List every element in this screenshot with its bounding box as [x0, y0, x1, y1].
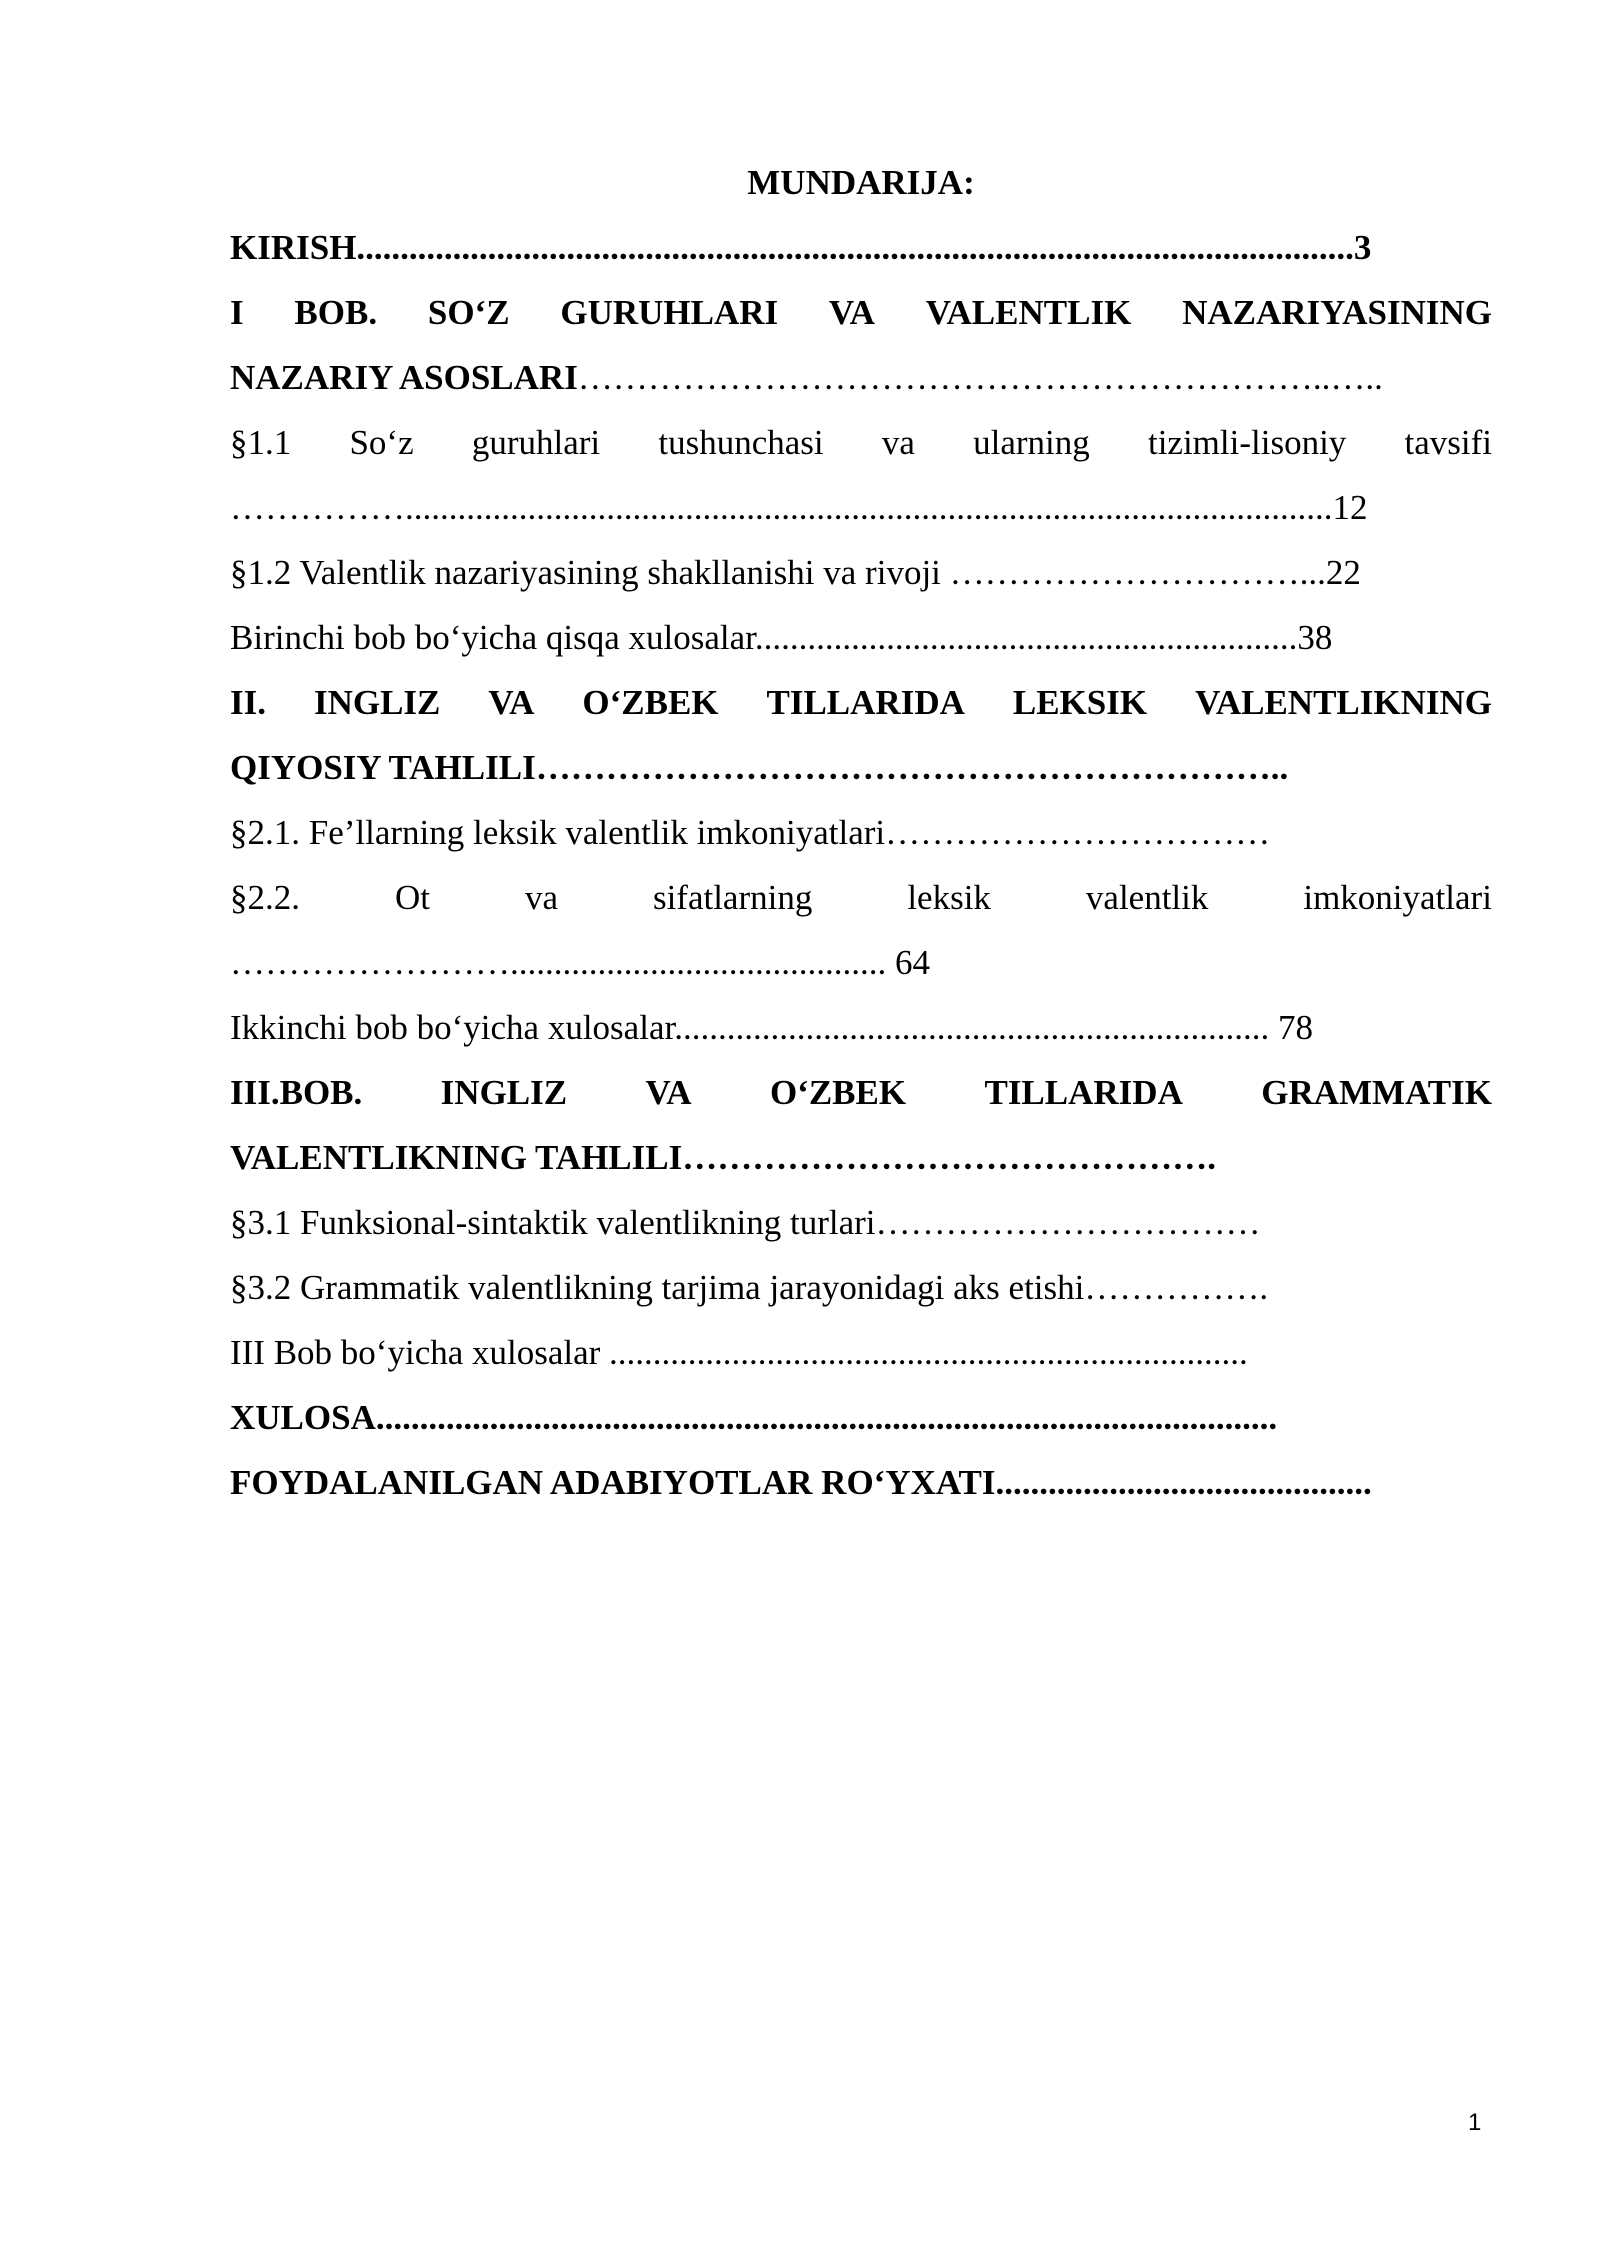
- toc-entry-word: NAZARIYASINING: [1182, 293, 1492, 332]
- toc-entry-word: So‘z: [349, 423, 414, 462]
- toc-entry-word: LEKSIK: [1012, 683, 1148, 722]
- toc-entry: [230, 670, 1492, 735]
- toc-entry-text: XULOSA.......................................................................................................: [230, 1398, 1278, 1437]
- toc-entry-word: VA: [645, 1073, 692, 1112]
- toc-entry-word: INGLIZ: [313, 683, 441, 722]
- toc-entry-text: III Bob bo‘yicha xulosalar .........................................................................: [230, 1333, 1248, 1372]
- toc-entry-word: Ot: [394, 878, 430, 917]
- toc-entry: [230, 540, 1492, 605]
- toc-entry-word: §1.1: [230, 423, 292, 462]
- toc-entry-text: §3.2 Grammatik valentlikning tarjima jarayonidagi aks etishi…………….: [230, 1268, 1269, 1307]
- toc-entry: [230, 345, 1492, 410]
- toc-entry: [230, 605, 1492, 670]
- toc-entry: [230, 800, 1492, 865]
- toc-entry-word: GURUHLARI: [560, 293, 779, 332]
- toc-entry-word: VA: [828, 293, 875, 332]
- toc-entry: [230, 1060, 1492, 1125]
- toc-entry-word: valentlik: [1085, 878, 1209, 917]
- toc-entry-word: leksik: [907, 878, 991, 917]
- toc-entry-text: §1.2 Valentlik nazariyasining shakllanishi va rivoji …………………………...22: [230, 553, 1361, 592]
- toc-entry-word: ularning: [973, 423, 1090, 462]
- toc-entry: [230, 475, 1492, 540]
- toc-entry: [230, 1320, 1492, 1385]
- table-of-contents: [230, 150, 1492, 1515]
- toc-entry: [230, 1255, 1492, 1320]
- toc-entry: [230, 215, 1492, 280]
- toc-entry-word: guruhlari: [471, 423, 601, 462]
- toc-entry-text: NAZARIY ASOSLARI: [230, 358, 578, 397]
- toc-entry-word: BOB.: [294, 293, 378, 332]
- toc-entry-text: §2.1. Fe’llarning leksik valentlik imkoniyatlari……………………………: [230, 813, 1271, 852]
- toc-entry: [230, 280, 1492, 345]
- toc-entry-word: II.: [230, 683, 266, 722]
- toc-entry-text: Ikkinchi bob bo‘yicha xulosalar.................................................................... 78: [230, 1008, 1313, 1047]
- toc-entry-text: FOYDALANILGAN ADABIYOTLAR RO‘YXATI...........................................: [230, 1463, 1372, 1502]
- toc-entry-word: sifatlarning: [652, 878, 813, 917]
- toc-entry-word: INGLIZ: [440, 1073, 568, 1112]
- toc-entry: [230, 410, 1492, 475]
- toc-entry-word: tavsifi: [1404, 423, 1492, 462]
- toc-entry: [230, 1190, 1492, 1255]
- toc-entry-text: VALENTLIKNING TAHLILI……………………………………….: [230, 1138, 1216, 1177]
- toc-entry-text: §3.1 Funksional-sintaktik valentlikning turlari……………………………: [230, 1203, 1261, 1242]
- toc-entry-word: O‘ZBEK: [769, 1073, 907, 1112]
- toc-entry-word: TILLARIDA: [766, 683, 965, 722]
- toc-entry: [230, 930, 1492, 995]
- toc-entry-word: va: [524, 878, 558, 917]
- toc-entry-word: SO‘Z: [427, 293, 510, 332]
- toc-entry-text: Birinchi bob bo‘yicha qisqa xulosalar..............................................................38: [230, 618, 1333, 657]
- toc-entry-text: KIRISH..................................................................................................................3: [230, 228, 1372, 267]
- toc-entry: [230, 1450, 1492, 1515]
- toc-entry: [230, 995, 1492, 1060]
- toc-entry-word: va: [881, 423, 915, 462]
- toc-entry-text: QIYOSIY TAHLILI………………………………………………………..: [230, 748, 1289, 787]
- toc-entry-word: GRAMMATIK: [1261, 1073, 1492, 1112]
- toc-entry-word: tizimli-lisoniy: [1147, 423, 1347, 462]
- toc-entry: [230, 1385, 1492, 1450]
- toc-entry: [230, 735, 1492, 800]
- toc-title: MUNDARIJA:: [747, 163, 975, 202]
- toc-entry: [230, 1125, 1492, 1190]
- toc-entry-word: VALENTLIK: [925, 293, 1132, 332]
- toc-entry-word: §2.2.: [230, 878, 300, 917]
- page-number: 1: [1468, 2109, 1482, 2136]
- toc-entry-word: tushunchasi: [658, 423, 824, 462]
- toc-entry-word: VALENTLIKNING: [1195, 683, 1492, 722]
- toc-entry-text: ……………………........................................... 64: [230, 943, 930, 982]
- toc-entry-word: O‘ZBEK: [582, 683, 719, 722]
- toc-entries: [230, 215, 1492, 1515]
- toc-entry-word: III.BOB.: [230, 1073, 363, 1112]
- toc-entry: [230, 865, 1492, 930]
- toc-entry-text: ……………..........................................................................................................12: [230, 488, 1368, 527]
- toc-entry-word: VA: [488, 683, 535, 722]
- toc-entry-word: imkoniyatlari: [1303, 878, 1492, 917]
- toc-entry-word: I: [230, 293, 244, 332]
- toc-entry-leader: ………………………………………………………..…..: [577, 358, 1383, 397]
- toc-entry-word: TILLARIDA: [984, 1073, 1183, 1112]
